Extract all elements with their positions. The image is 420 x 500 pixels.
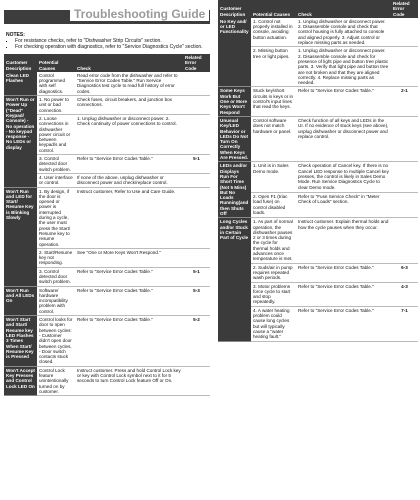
potential-cause-cell: Control Lock feature unintentionally turned on by customer. xyxy=(37,366,75,395)
potential-cause-cell: 2. Missing button tree or light pipes. xyxy=(251,47,296,87)
potential-cause-cell: 1. Unit is in Sales Demo mode. xyxy=(251,162,296,193)
customer-description-cell: Won't Run and All LEDs On xyxy=(4,286,37,315)
customer-description-cell: Won't Accept Key Presses and Control Lock LED On xyxy=(4,366,37,395)
error-code-cell xyxy=(391,193,418,218)
check-cell: Refer to "Service Error Codes Table." xyxy=(75,316,183,367)
check-cell: 1. Unplug dishwasher or disconnect power. 2. Disassemble console and check that control housing is fully attached to console and aligned properly. 3. Adjust control or replace missing parts as needed. xyxy=(296,18,391,47)
error-code-cell xyxy=(183,72,210,96)
troubleshooting-table-right xyxy=(218,0,418,342)
potential-cause-cell: Control software does not match hardware or panel. xyxy=(251,116,296,161)
error-code-cell: 5-3 xyxy=(183,286,210,315)
check-cell: Check operation of Cancel key. If there is no Cancel LED response to multiple Cancel key presses, the control is likely in Sales Demo Mode. Run Service Diagnostics Cycle to clear Demo mode. xyxy=(296,162,391,193)
check-cell: 1. Unplug dishwasher or disconnect power. 2. Check continuity of power connections to control. xyxy=(75,114,183,154)
check-cell: Refer to "Service Error Codes Table." xyxy=(75,286,183,315)
error-code-cell xyxy=(391,218,418,263)
page-title: Troubleshooting Guide xyxy=(70,7,209,21)
check-cell: Read error code from the dishwasher and refer to "Service Error Codes Table." Run Service Diagnostics test cycle to read full history of error codes. xyxy=(75,72,183,96)
error-code-cell xyxy=(183,114,210,154)
check-cell: See "One or More Keys Won't Respond." xyxy=(75,248,183,267)
table-row xyxy=(4,187,210,248)
potential-cause-cell: 3. Control detected door switch problem. xyxy=(37,155,75,174)
header-potential-causes: Potential Causes xyxy=(251,0,296,18)
customer-description-cell: Won't Start and Start/ Resume key LED Flashes 3 Times When Start/ Resume Key is Pressed xyxy=(4,316,37,367)
potential-cause-cell: Control looks for door to open between cycles: - Customer didn't open door between cycles. - Door switch contacts stuck closed. xyxy=(37,316,75,367)
check-cell: Refer to "Service Error Codes Table." xyxy=(75,155,183,174)
customer-description-cell: Some Keys Work But One or More Keys Won't Respond xyxy=(218,87,251,116)
potential-cause-cell: 1. By design, if the door is opened or power is interrupted during a cycle, the user must press the Start/ Resume key to resume operation. xyxy=(37,187,75,248)
potential-cause-cell: 1. No power to unit or bad connection. xyxy=(37,96,75,115)
potential-cause-cell: 1. Control not properly installed in console, avoiding button actuation. xyxy=(251,18,296,47)
header-related-error-code: Related Error Code xyxy=(183,54,210,72)
table-header-row xyxy=(4,54,210,72)
troubleshooting-table-left xyxy=(4,54,210,396)
table-header-row xyxy=(218,0,418,18)
check-cell: Refer to "Fuse Service Check" in "Meter Check of Loads" section. xyxy=(296,193,391,218)
table-row xyxy=(4,316,210,367)
check-cell: Refer to "Service Error Codes Table." xyxy=(296,282,391,306)
title-bar xyxy=(4,4,210,30)
check-cell: 1. Unplug dishwasher or disconnect power. 2. Disassemble console and check for presence of light pipe and button tree plastic parts. 3. Verify that light pipe and button tree are not broken and that they are aligned correctly. 4. Replace missing parts as needed. xyxy=(296,47,391,87)
customer-description-cell: Won't Run or Power Up ("Dead" Keypad/ Console) - No operation - No keypad response - No LEDs or display xyxy=(4,96,37,187)
notes xyxy=(6,32,210,50)
check-cell: Refer to "Service Error Codes Table." xyxy=(75,267,183,286)
error-code-cell xyxy=(183,366,210,395)
table-row xyxy=(4,72,210,96)
error-code-cell: 5-1 xyxy=(183,267,210,286)
header-related-error-code: Related Error Code xyxy=(391,0,418,18)
table-row xyxy=(4,366,210,395)
error-code-cell: 5-2 xyxy=(183,316,210,367)
error-code-cell xyxy=(391,18,418,47)
note-item: ▪ For checking operation with diagnostics, refer to "Service Diagnostics Cycle" section. xyxy=(15,44,210,50)
notes-heading: NOTES: xyxy=(6,32,25,38)
check-cell: Refer to "Service Error Codes Table." xyxy=(296,306,391,341)
header-customer-description: Customer Description xyxy=(218,0,251,18)
table-row xyxy=(218,162,418,193)
potential-cause-cell: 2. Open F1 (triac load fuse) on control disabled loads. xyxy=(251,193,296,218)
check-cell: Instruct customer. Explain thermal holds and how the cycle pauses when they occur. xyxy=(296,218,391,263)
customer-description-cell: No Key and/ or LED Functionality xyxy=(218,18,251,87)
potential-cause-cell: 3. Control detected door switch problem. xyxy=(37,267,75,286)
customer-description-cell: Unusual Key/LED Behavior or LEDs Do Not Turn On Correctly When Keys Are Pressed. xyxy=(218,116,251,161)
table-row xyxy=(218,218,418,263)
error-code-cell xyxy=(391,116,418,161)
header-customer-description: Customer Description xyxy=(4,54,37,72)
potential-cause-cell: 4. User interface or control. xyxy=(37,173,75,187)
check-cell: Check fuses, circuit breakers, and junction box connections. xyxy=(75,96,183,115)
table-row xyxy=(218,116,418,161)
note-item: ▪ For resistance checks, refer to "Dishwasher Strip Circuits" section. xyxy=(15,38,210,44)
check-cell: Check function of all keys and LEDs in the UI. If no evidence of stuck keys (see above), unplug dishwasher or disconnect power and replace control. xyxy=(296,116,391,161)
right-column xyxy=(218,0,418,342)
potential-cause-cell: Stuck key/short circuits in keys or in control's input lines that read the keys. xyxy=(251,87,296,116)
potential-cause-cell: 2. Loose connections in dishwasher power circuit or between keypad/s and control. xyxy=(37,114,75,154)
error-code-cell xyxy=(391,162,418,193)
error-code-cell xyxy=(183,96,210,115)
error-code-cell xyxy=(183,248,210,267)
customer-description-cell: Won't Run and LED for Start/ Resume Key is Blinking Slowly xyxy=(4,187,37,286)
potential-cause-cell: 2. Suds/air in pump requires repeated wash periods. xyxy=(251,263,296,282)
error-code-cell xyxy=(391,47,418,87)
error-code-cell: 4-3 xyxy=(391,282,418,306)
error-code-cell: 6-3 xyxy=(391,263,418,282)
error-code-cell: 7-1 xyxy=(391,306,418,341)
error-code-cell xyxy=(183,187,210,248)
header-check: Check xyxy=(296,0,391,18)
check-cell: Refer to "Service Error Codes Table." xyxy=(296,263,391,282)
error-code-cell: 2-1 xyxy=(391,87,418,116)
header-potential-causes: Potential Causes xyxy=(37,54,75,72)
potential-cause-cell: Control programmed with self diagnostics. xyxy=(37,72,75,96)
potential-cause-cell: 3. Motor problems force cycle to start and stop repeatedly. xyxy=(251,282,296,306)
left-column xyxy=(4,0,210,396)
table-row xyxy=(4,286,210,315)
check-cell: If none of the above, unplug dishwasher or disconnect power and check/replace control. xyxy=(75,173,183,187)
potential-cause-cell: 2. Start/Resume key not responding. xyxy=(37,248,75,267)
table-row xyxy=(4,96,210,115)
error-code-cell: 5-1 xyxy=(183,155,210,174)
customer-description-cell: Long Cycles and/or Stuck in Certain Part of Cycle xyxy=(218,218,251,341)
notes-list xyxy=(6,38,210,50)
error-code-cell xyxy=(183,173,210,187)
potential-cause-cell: Software/ hardware incompatibility problem with control. xyxy=(37,286,75,315)
check-cell: Instruct customer. Press and hold Control Lock key or key with Control Lock symbol next to it for 5 seconds to turn Control Lock feature Off or On. xyxy=(75,366,183,395)
check-cell: Refer to "Service Error Codes Table." xyxy=(296,87,391,116)
header-check: Check xyxy=(75,54,183,72)
table-row xyxy=(218,18,418,47)
potential-cause-cell: 4. A water heating problem could cause long cycles but will typically cause a "water heating fault." xyxy=(251,306,296,341)
customer-description-cell: Clean LED Flashes xyxy=(4,72,37,96)
customer-description-cell: LEDs and/or Displays Run For Short Time (Not 5 Mins) But No Loads Running(and then Shuts Off xyxy=(218,162,251,218)
table-row xyxy=(218,87,418,116)
potential-cause-cell: 1. As part of normal operation, the dishwasher pauses 2 or 3 times during the cycle for thermal holds and advances once temperature is met. xyxy=(251,218,296,263)
check-cell: Instruct customer, Refer to Use and Care Guide. xyxy=(75,187,183,248)
